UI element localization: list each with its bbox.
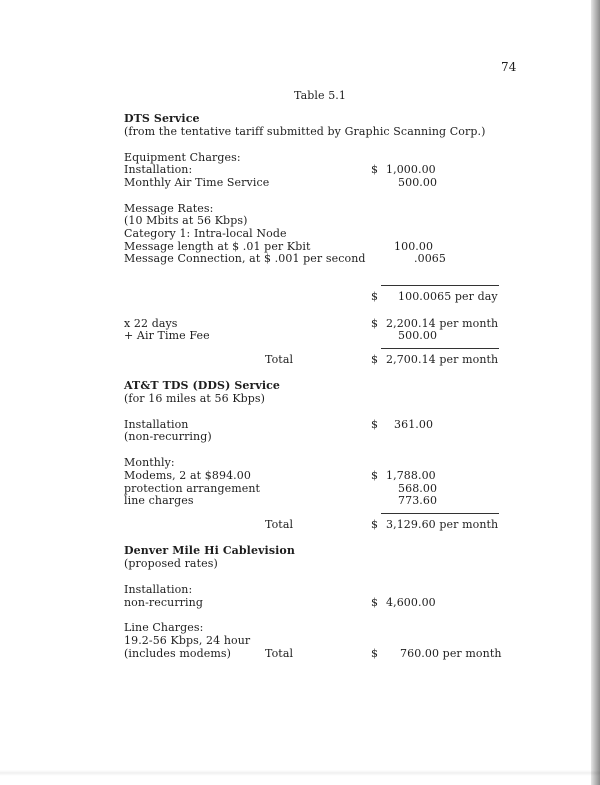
dts-message-heading: Message Rates:: [124, 202, 214, 215]
att-installation-dollar: $: [371, 418, 379, 431]
page-edge-shadow: [591, 0, 600, 785]
dts-subtotal-rule: [381, 285, 499, 286]
dts-message-connection-value: .0065: [414, 252, 446, 265]
dts-total-label: Total: [265, 353, 294, 366]
denver-total-label: Total: [265, 647, 294, 660]
dts-message-connection-label: Message Connection, at $ .001 per second: [124, 252, 366, 265]
dts-message-length-value: 100.00: [394, 240, 434, 253]
denver-installation-note: non-recurring: [124, 596, 203, 609]
dts-message-length-label: Message length at $ .01 per Kbit: [124, 240, 311, 253]
dts-monthly-air-value: 500.00: [398, 176, 438, 189]
denver-total-value: 760.00 per month: [400, 647, 502, 660]
att-line-charges-label: line charges: [124, 494, 194, 507]
dts-total-value: 2,700.14 per month: [386, 353, 499, 366]
att-total-rule: [381, 513, 499, 514]
denver-line-charges-heading: Line Charges:: [124, 621, 204, 634]
dts-installation-dollar: $: [371, 163, 379, 176]
att-total-value: 3,129.60 per month: [386, 518, 499, 531]
att-total-dollar: $: [371, 518, 379, 531]
dts-per-day-dollar: $: [371, 290, 379, 303]
denver-total-dollar: $: [371, 647, 379, 660]
table-title: Table 5.1: [294, 89, 347, 102]
att-line-charges-value: 773.60: [398, 494, 438, 507]
att-heading: AT&T TDS (DDS) Service: [124, 379, 281, 392]
scan-fold-shadow: [0, 770, 600, 776]
dts-installation-label: Installation:: [124, 163, 193, 176]
att-installation-note: (non-recurring): [124, 430, 212, 443]
denver-installation-label: Installation:: [124, 583, 193, 596]
dts-equipment-heading: Equipment Charges:: [124, 151, 241, 164]
denver-subheading: (proposed rates): [124, 557, 218, 570]
dts-total-dollar: $: [371, 353, 379, 366]
denver-installation-value: 4,600.00: [386, 596, 436, 609]
att-protection-value: 568.00: [398, 482, 438, 495]
page-number: 74: [501, 60, 517, 74]
denver-line-modems-note: (includes modems): [124, 647, 232, 660]
dts-monthly-air-label: Monthly Air Time Service: [124, 176, 270, 189]
att-modems-value: 1,788.00: [386, 469, 436, 482]
dts-heading: DTS Service: [124, 112, 200, 125]
att-modems-label: Modems, 2 at $894.00: [124, 469, 251, 482]
dts-air-fee-label: + Air Time Fee: [124, 329, 210, 342]
att-total-label: Total: [265, 518, 294, 531]
dts-days-value: 2,200.14 per month: [386, 317, 499, 330]
dts-message-line2: Category 1: Intra-local Node: [124, 227, 287, 240]
dts-air-fee-value: 500.00: [398, 329, 438, 342]
dts-message-line1: (10 Mbits at 56 Kbps): [124, 214, 248, 227]
att-modems-dollar: $: [371, 469, 379, 482]
att-monthly-heading: Monthly:: [124, 456, 175, 469]
denver-line-rate: 19.2-56 Kbps, 24 hour: [124, 634, 251, 647]
dts-installation-value: 1,000.00: [386, 163, 436, 176]
denver-installation-dollar: $: [371, 596, 379, 609]
att-protection-label: protection arrangement: [124, 482, 261, 495]
dts-per-day-value: 100.0065 per day: [398, 290, 498, 303]
att-subheading: (for 16 miles at 56 Kbps): [124, 392, 266, 405]
dts-subheading: (from the tentative tariff submitted by Graphic Scanning Corp.): [124, 125, 486, 138]
dts-days-label: x 22 days: [124, 317, 178, 330]
dts-total-rule: [381, 348, 499, 349]
att-installation-value: 361.00: [394, 418, 434, 431]
att-installation-label: Installation: [124, 418, 189, 431]
dts-days-dollar: $: [371, 317, 379, 330]
denver-heading: Denver Mile Hi Cablevision: [124, 544, 295, 557]
